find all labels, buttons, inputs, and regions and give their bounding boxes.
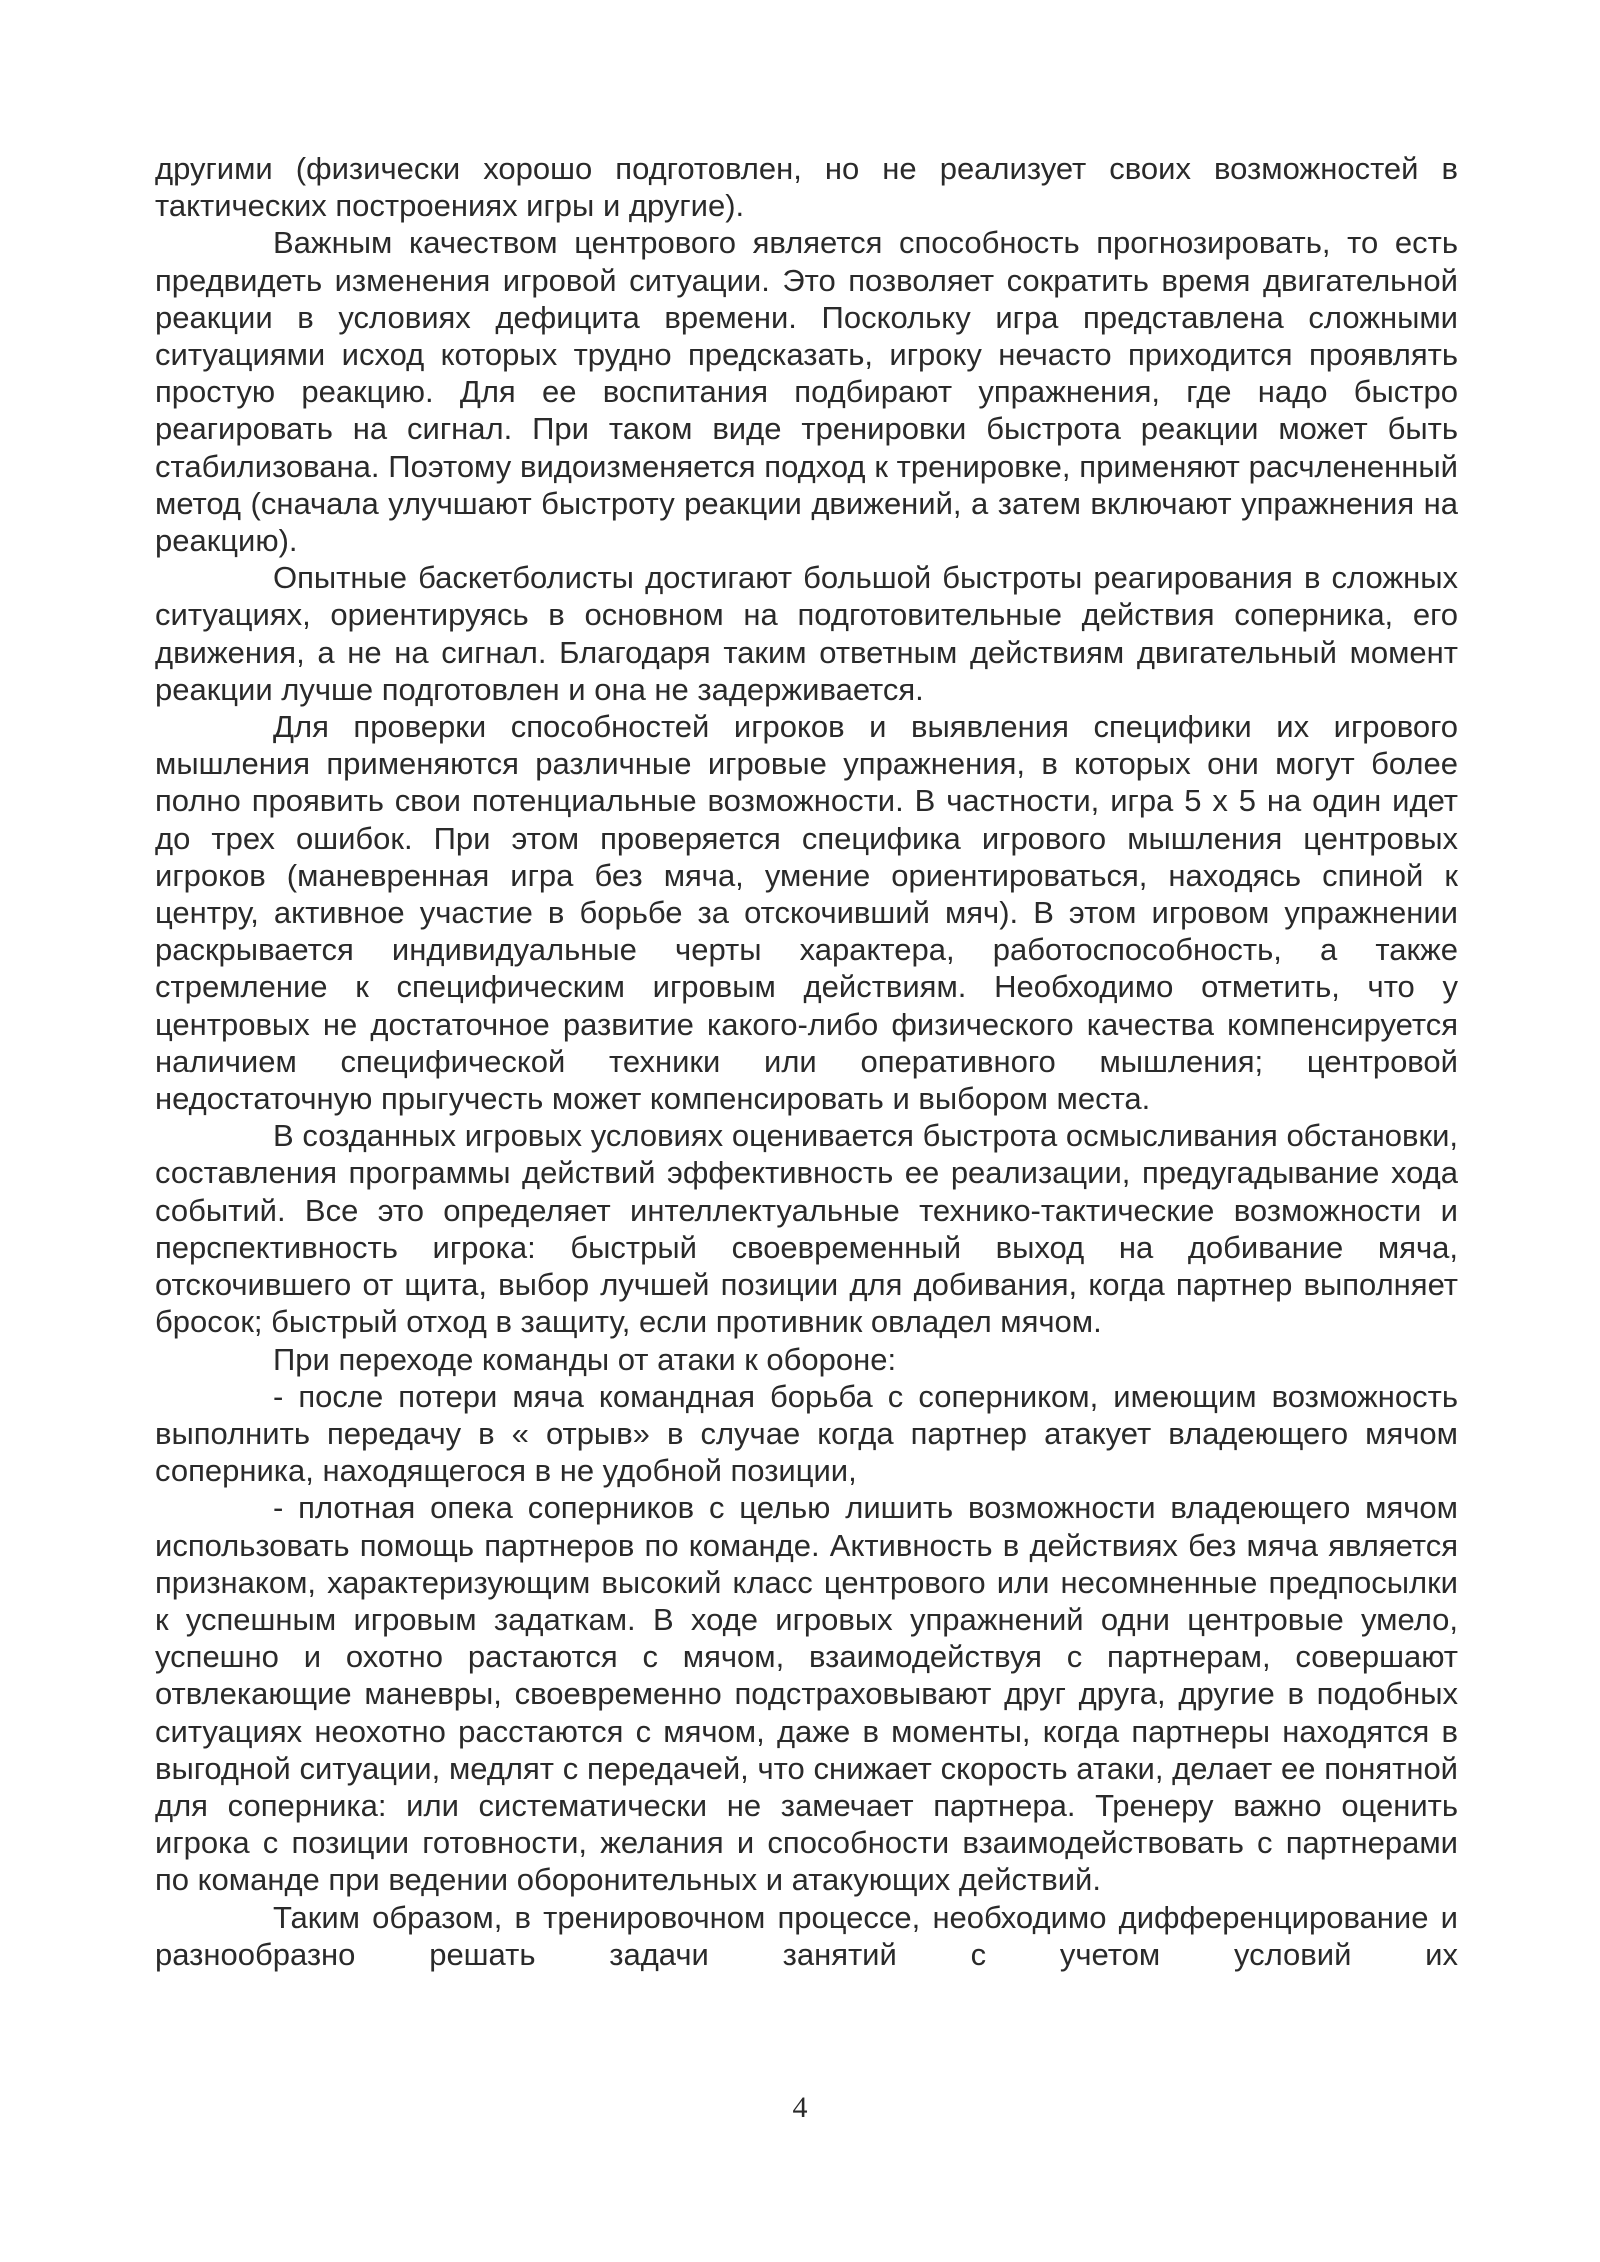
list-item-ball-loss: - после потери мяча командная борьба с соперником, имеющим возможность выполнить передачу в « отрыв» в случае когда партнер атакует владеющего мячом соперника, находящегося в не удобной позиции, (155, 1378, 1458, 1489)
list-item-tight-guarding: - плотная опека соперников с целью лишить возможности владеющего мячом использовать помощь партнеров по команде. Активность в действиях без мяча является признаком, характеризующим высокий класс центрового или несомненные предпосылки к успешным игровым задаткам. В ходе игровых упражнений одни центровые умело, успешно и охотно растаются с мячом, взаимодействуя с партнерам, совершают отвлекающие маневры, своевременно подстраховывают друг друга, другие в подобных ситуациях неохотно расстаются с мячом, даже в моменты, когда партнеры находятся в выгодной ситуации, медлят с передачей, что снижает скорость атаки, делает ее понятной для соперника: или систематически не замечает партнера. Тренеру важно оценить игрока с позиции готовности, желания и способности взаимодействовать с партнерами по команде при ведении оборонительных и атакующих действий. (155, 1490, 1458, 1898)
page-number: 4 (792, 2091, 808, 2124)
paragraph-transition-heading: При переходе команды от атаки к обороне: (273, 1341, 897, 1377)
body-text (155, 150, 1458, 1973)
paragraph-forecasting: Важным качеством центрового является способность прогнозировать, то есть предвидеть изменения игровой ситуации. Это позволяет сократить время двигательной реакции в условиях дефицита времени. Поскольку игра представлена сложными ситуациями исход которых трудно предсказать, игроку нечасто приходится проявлять простую реакцию. Для ее воспитания подбирают упражнения, где надо быстро реагировать на сигнал. При таком виде тренировки быстрота реакции может быть стабилизована. Поэтому видоизменяется подход к тренировке, применяют расчлененный метод (сначала улучшают быстроту реакции движений, а затем включают упражнения на реакцию). (155, 225, 1458, 559)
paragraph-conclusion: Таким образом, в тренировочном процессе, необходимо дифференцирование и разнообразно решать задачи занятий с учетом условий их (155, 1899, 1458, 1972)
paragraph-experienced-players: Опытные баскетболисты достигают большой быстроты реагирования в сложных ситуациях, ориентируясь в основном на подготовительные действия соперника, его движения, а не на сигнал. Благодаря таким ответным действиям двигательный момент реакции лучше подготовлен и она не задерживается. (155, 560, 1458, 707)
paragraph-continuation: другими (физически хорошо подготовлен, но не реализует своих возможностей в тактических построениях игры и другие). (155, 151, 1458, 224)
paragraph-testing-abilities: Для проверки способностей игроков и выявления специфики их игрового мышления применяются различные игровые упражнения, в которых они могут более полно проявить свои потенциальные возможности. В частности, игра 5 х 5 на один идет до трех ошибок. При этом проверяется специфика игрового мышления центровых игроков (маневренная игра без мяча, умение ориентироваться, находясь спиной к центру, активное участие в борьбе за отскочивший мяч). В этом игровом упражнении раскрывается индивидуальные черты характера, работоспособность, а также стремление к специфическим игровым действиям. Необходимо отметить, что у центровых не достаточное развитие какого-либо физического качества компенсируется наличием специфической техники или оперативного мышления; центровой недостаточную прыгучесть может компенсировать и выбором места. (155, 709, 1458, 1117)
paragraph-game-conditions: В созданных игровых условиях оценивается быстрота осмысливания обстановки, составления программы действий эффективность ее реализации, предугадывание хода событий. Все это определяет интеллектуальные технико-тактические возможности и перспективность игрока: быстрый своевременный выход на добивание мяча, отскочившего от щита, выбор лучшей позиции для добивания, когда партнер выполняет бросок; быстрый отход в защиту, если противник овладел мячом. (155, 1118, 1458, 1340)
